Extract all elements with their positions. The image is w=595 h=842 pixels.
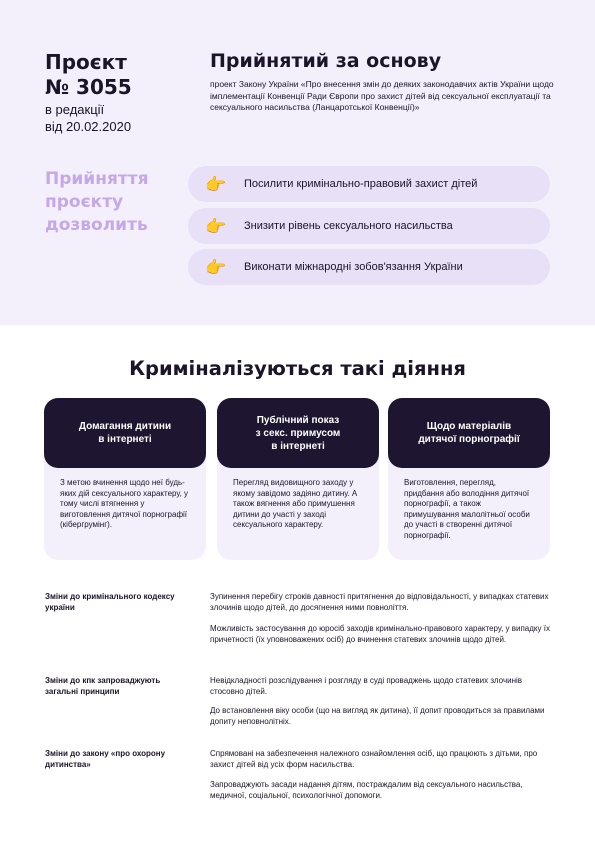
offense-card (44, 398, 206, 560)
change-label: Зміни до кпк запроваджують загальні принципи (45, 676, 161, 696)
project-edition (45, 101, 131, 135)
criminalized-title: Криміналізуються такі діяння (129, 357, 466, 380)
adopted-title: Прийнятий за основу (210, 50, 442, 72)
offense-card-title: Щодо матеріалів дитячої порнографії (388, 398, 550, 468)
offense-card-title: Домагання дитини в інтернеті (44, 398, 206, 468)
project-word: Проєкт (45, 50, 127, 74)
benefit-text: Посилити кримінально-правовий захист дітей (244, 178, 478, 190)
allows-line: Прийняття (45, 169, 149, 189)
pointing-hand-icon: 👉 (205, 216, 227, 236)
benefit-text: Знизити рівень сексуального насильства (244, 220, 453, 232)
benefit-text: Виконати міжнародні зобов'язання України (244, 261, 463, 273)
benefit-item (188, 208, 550, 244)
offense-card (388, 398, 550, 560)
benefit-item (188, 249, 550, 285)
change-paragraph: Спрямовані на забезпечення належного ознайомлення осіб, що працюють з дітьми, про захист дітей від усіх форм насильства. (210, 749, 538, 769)
allows-line: проєкту (45, 192, 124, 212)
intro-section (0, 0, 595, 325)
project-id: № 3055 (45, 75, 132, 99)
allows-line: дозволить (45, 215, 148, 235)
edition-label: в редакції (45, 102, 105, 117)
change-paragraph: Невідкладності розслідування і розгляду в суді проваджень щодо статевих злочинів стосовно дітей. (210, 676, 523, 696)
pointing-hand-icon: 👉 (205, 174, 227, 194)
change-label: Зміни до закону «про охорону дитинства» (45, 749, 166, 769)
change-paragraph: До встановлення віку особи (що на вигляд як дитина), її допит проводиться за правилами допиту неповнолітніх. (210, 706, 545, 726)
offense-card-body: З метою вчинення щодо неї будь-яких дій сексуального характеру, у тому числі втягнення у виготовлення дитячої порнографії (кібергрумінг). (60, 478, 189, 529)
edition-date: від 20.02.2020 (45, 119, 132, 134)
change-paragraph: Запроваджують засади надання дітям, постраждалим від сексуального насильства, медичної, соціальної, психологічної допомоги. (210, 780, 523, 800)
allows-heading (45, 168, 149, 237)
change-paragraph: Можливість застосування до юросіб заходів кримінально-правового характеру, у випадку їх причетності (їх уповноважених осіб) до вчинення статевих злочинів щодо дітей. (210, 624, 550, 644)
offense-card-body: Перегляд видовищного заходу у якому завідомо задіяно дитину. А також вягнення або примушення дитини до участі у заході сексуального характеру. (233, 478, 358, 529)
change-label: Зміни до кримінального кодексу україни (45, 592, 175, 612)
project-number (45, 50, 132, 100)
benefit-item (188, 166, 550, 202)
pointing-hand-icon: 👉 (205, 257, 227, 277)
offense-card-body: Виготовлення, перегляд, придбання або володіння дитячої порнографії, а також примушування малолітньої особи до участі в створенні дитячої порнографії. (404, 478, 530, 540)
change-paragraph: Зупинення перебігу строків давності притягнення до відповідальності, у випадках статевих злочинів щодо дітей, до досягнення ними повноліття. (210, 592, 549, 612)
offense-card-title: Публічний показ з секс. примусом в інтернеті (217, 398, 379, 468)
adopted-description: проект Закону України «Про внесення змін до деяких законодавчих актів України щодо імплементації Конвенції Ради Європи про захист дітей від сексуальної експлуатації та сексуального насильства (Ланцаротської Конвенції)» (210, 79, 554, 112)
offense-card (217, 398, 379, 560)
